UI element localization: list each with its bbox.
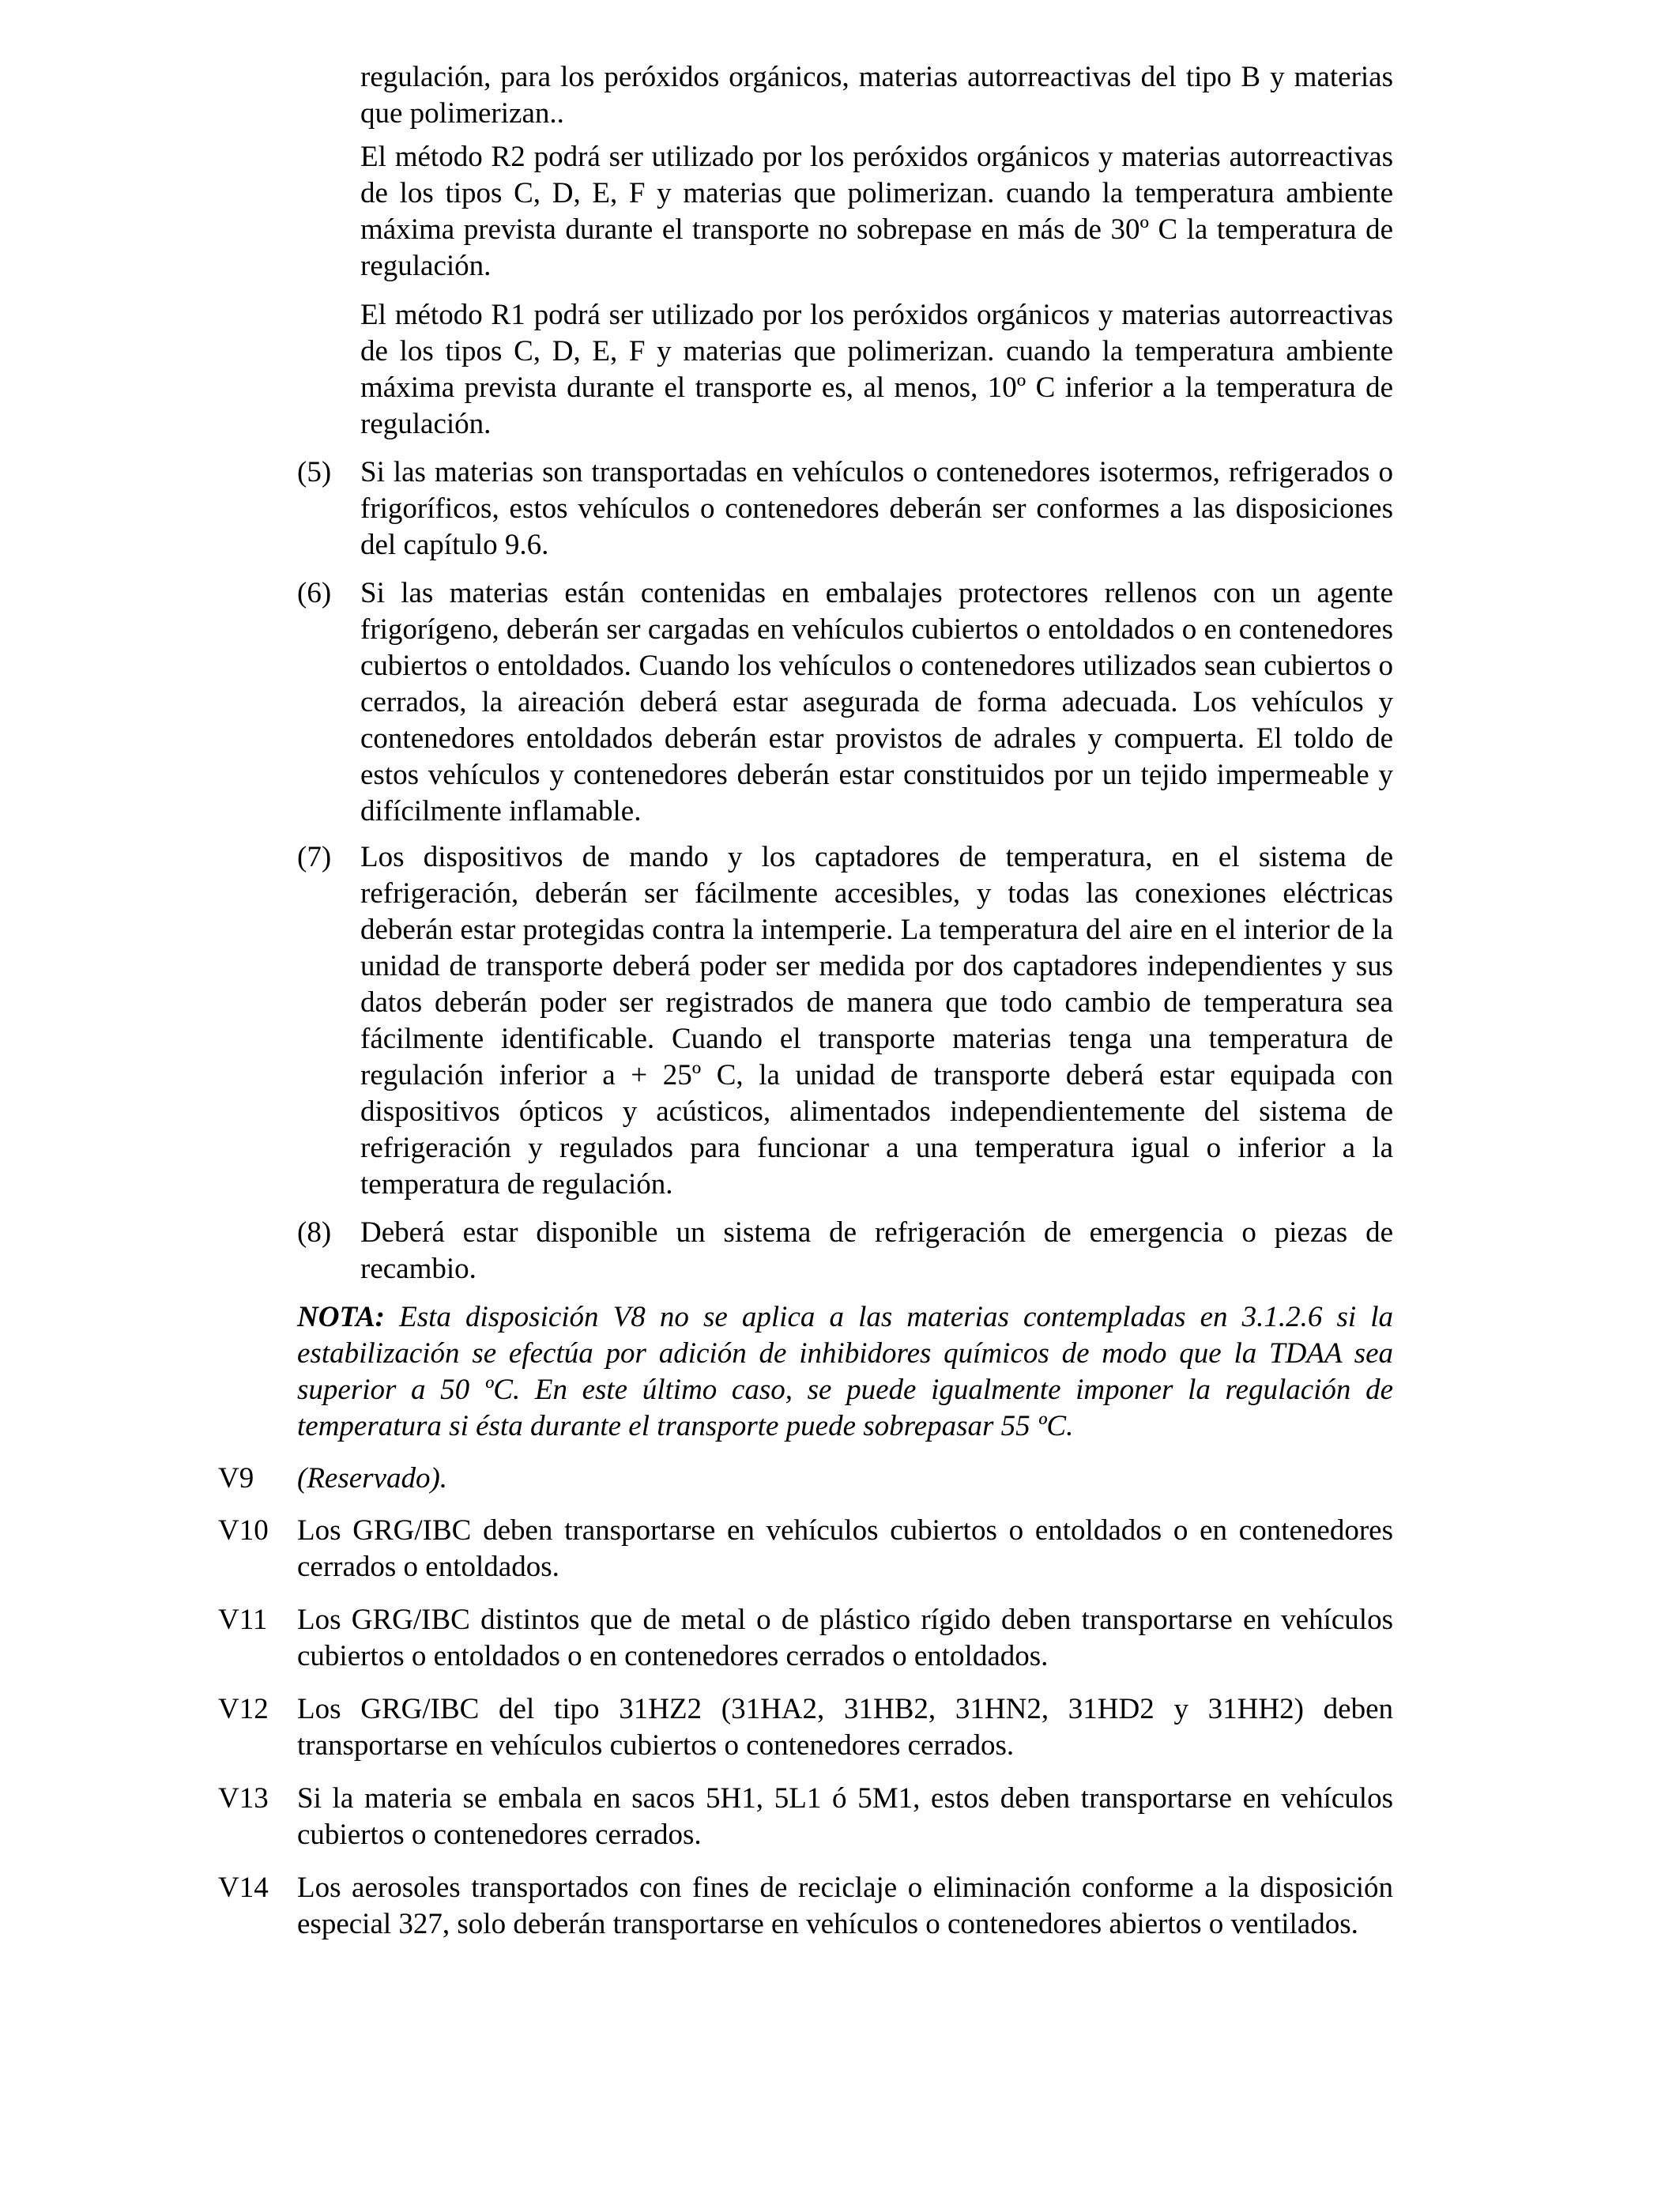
note [297,1299,1393,1445]
provision-text: Los GRG/IBC del tipo 31HZ2 (31HA2, 31HB2, 31HN2, 31HD2 y 31HH2) deben transportarse en vehículos cubiertos o contenedores cerrados. [297,1693,1393,1762]
item-text: Los dispositivos de mando y los captadores de temperatura, en el sistema de refrigeración, deberán ser fácilmente accesibles, y todas las conexiones eléctricas deberán estar protegidas contra la intemperie. La temperatura del aire en el interior de la unidad de transporte deberá poder ser medida por dos captadores independientes y sus datos deberán poder ser registrados de manera que todo cambio de temperatura sea fácilmente identificable. Cuando el transporte materias tenga una temperatura de regulación inferior a + 25º C, la unidad de transporte deberá estar equipada con dispositivos ópticos y acústicos, alimentados independientemente del sistema de refrigeración y regulados para funcionar a una temperatura igual o inferior a la temperatura de regulación. [360,841,1393,1201]
provision-text: (Reservado). [297,1462,448,1495]
note-label: NOTA: [297,1301,385,1333]
provision-code: V11 [218,1604,268,1636]
provision-code: V9 [218,1462,254,1495]
provision-code: V10 [218,1514,269,1547]
item-label: (8) [297,1216,332,1249]
item-text: Si las materias están contenidas en embalajes protectores rellenos con un agente frigorígeno, deberán ser cargadas en vehículos cubiertos o entoldados o en contenedores cubiertos o entoldados. Cuando los vehículos o contenedores utilizados sean cubiertos o cerrados, la aireación deberá estar asegurada de forma adecuada. Los vehículos y contenedores entoldados deberán estar provistos de adrales y compuerta. El toldo de estos vehículos y contenedores deberán estar constituidos por un tejido impermeable y difícilmente inflamable. [360,577,1393,827]
item-text: Si las materias son transportadas en vehículos o contenedores isotermos, refrigerados o frigoríficos, estos vehículos o contenedores deberán ser conformes a las disposiciones del capítulo 9.6. [360,456,1393,561]
provision-text: Los GRG/IBC distintos que de metal o de plástico rígido deben transportarse en vehículos cubiertos o entoldados o en contenedores cerrados o entoldados. [297,1604,1393,1672]
provision-text: Los aerosoles transportados con fines de reciclaje o eliminación conforme a la disposición especial 327, solo deberán transportarse en vehículos o contenedores abiertos o ventilados. [297,1872,1393,1940]
provision-text: Los GRG/IBC deben transportarse en vehículos cubiertos o entoldados o en contenedores cerrados o entoldados. [297,1514,1393,1583]
item-label: (6) [297,577,332,609]
intro-paragraph: El método R1 podrá ser utilizado por los peróxidos orgánicos y materias autorreactivas de los tipos C, D, E, F y materias que polimerizan. cuando la temperatura ambiente máxima prevista durante el transporte es, al menos, 10º C inferior a la temperatura de regulación. [360,299,1393,440]
provision-text: Si la materia se embala en sacos 5H1, 5L1 ó 5M1, estos deben transportarse en vehículos cubiertos o contenedores cerrados. [297,1782,1393,1851]
provision-code: V12 [218,1693,269,1725]
item-label: (5) [297,456,332,488]
provision-code: V13 [218,1782,269,1815]
item-text: Deberá estar disponible un sistema de refrigeración de emergencia o piezas de recambio. [360,1216,1393,1285]
intro-paragraph: regulación, para los peróxidos orgánicos, materias autorreactivas del tipo B y materias que polimerizan.. [360,61,1393,130]
provision-code: V14 [218,1872,269,1904]
note-text: Esta disposición V8 no se aplica a las materias contempladas en 3.1.2.6 si la estabilización se efectúa por adición de inhibidores químicos de modo que la TDAA sea superior a 50 ºC. En este último caso, se puede igualmente imponer la regulación de temperatura si ésta durante el transporte puede sobrepasar 55 ºC. [297,1301,1394,1442]
intro-paragraph: El método R2 podrá ser utilizado por los peróxidos orgánicos y materias autorreactivas de los tipos C, D, E, F y materias que polimerizan. cuando la temperatura ambiente máxima prevista durante el transporte no sobrepase en más de 30º C la temperatura de regulación. [360,141,1393,282]
item-label: (7) [297,841,332,873]
